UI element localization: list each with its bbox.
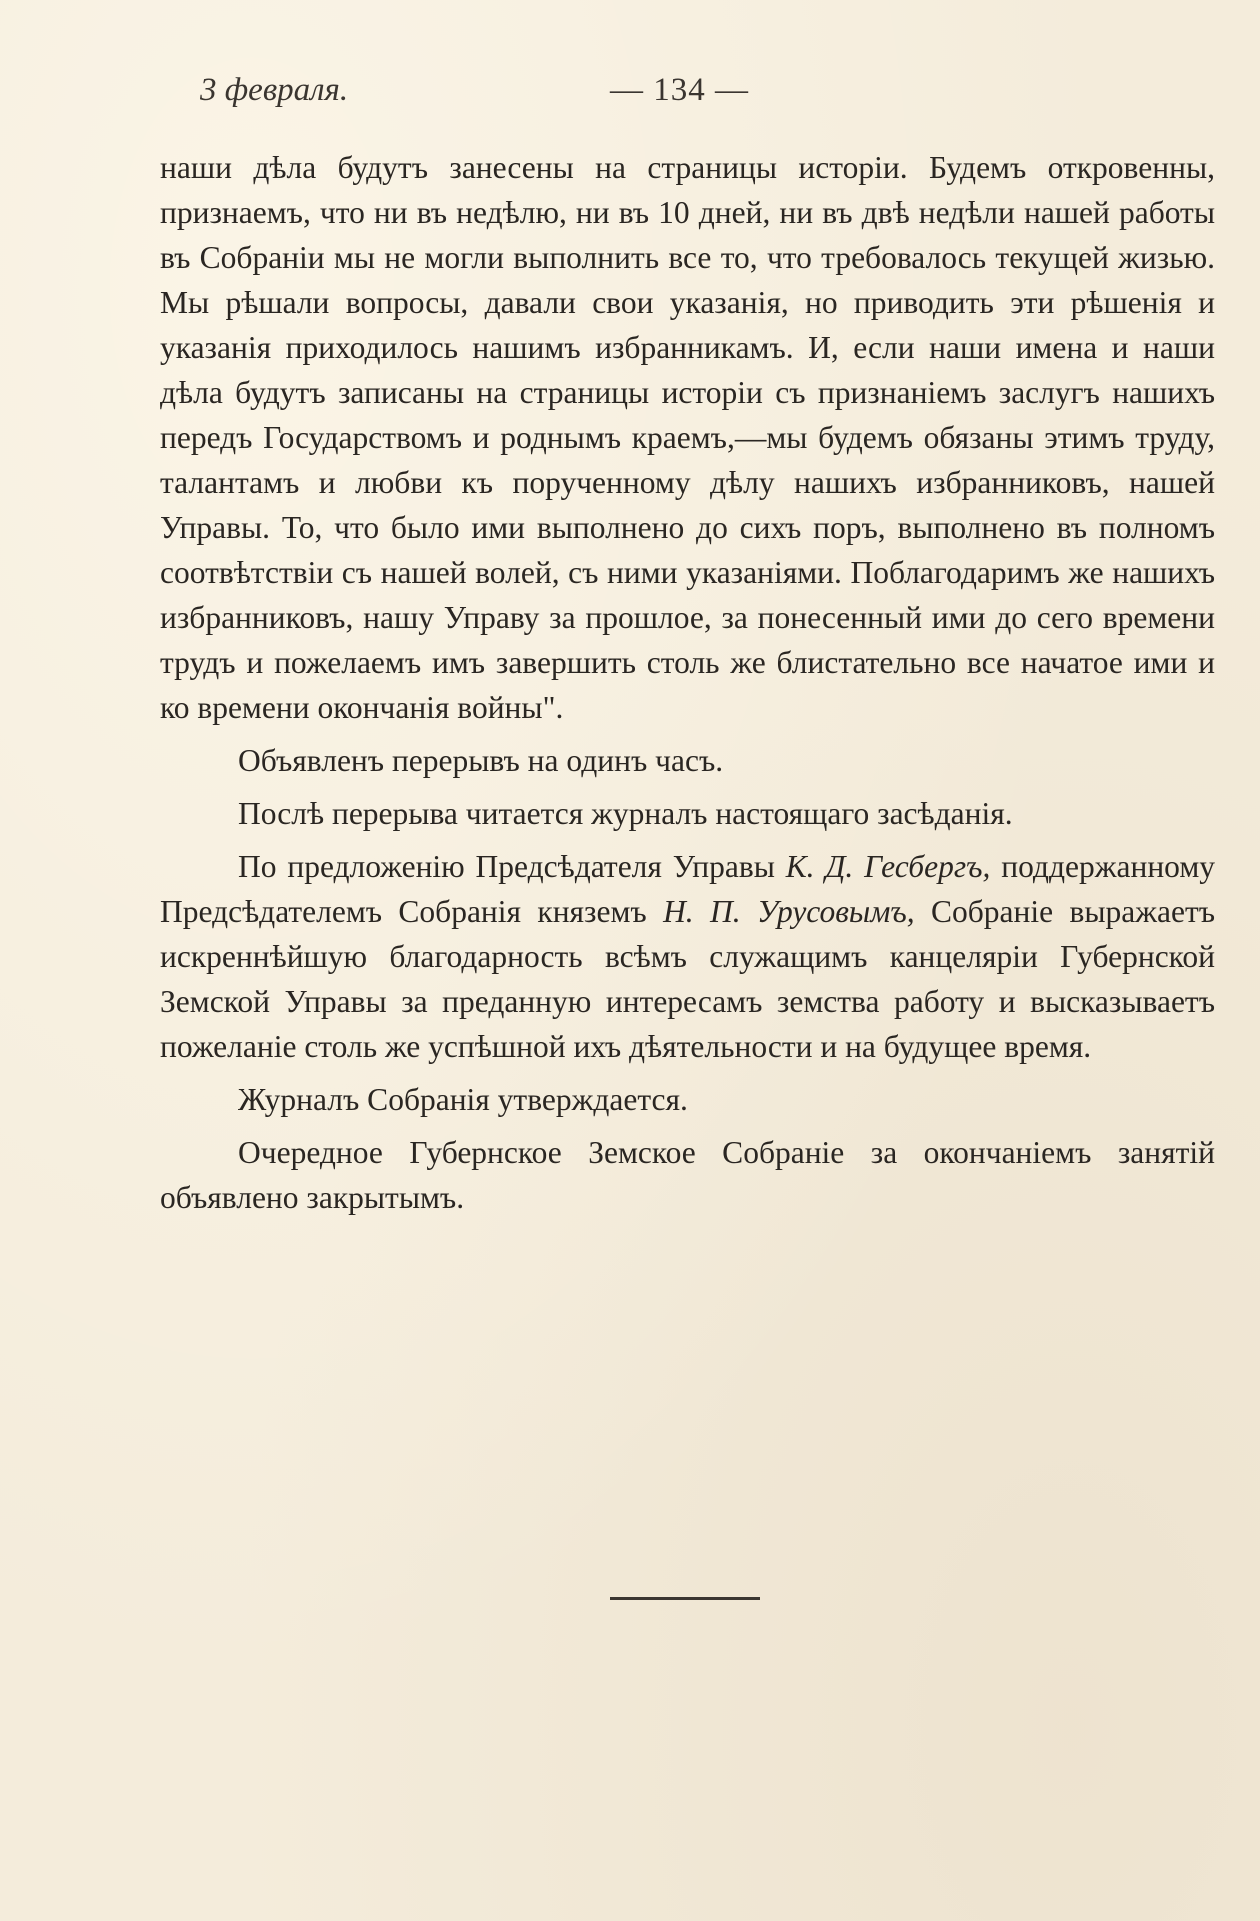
paragraph-gratitude-part-2: поддержанному Предсѣдателемъ Собранія княземъ [160,849,1216,929]
person-name-gesberg: К. Д. Гесбергъ, [785,849,991,884]
paragraph-gratitude [160,844,1215,1069]
header-date: 3 февраля. [200,72,349,108]
page-number: — 134 — [610,72,749,108]
paragraph-gratitude-part-3: Собраніе выражаетъ искреннѣйшую благодарность всѣмъ служащимъ канцеляріи Губернской Земской Управы за преданную интересамъ земства работу и высказываетъ пожеланіе столь же успѣшной ихъ дѣятельности и на будущее время. [160,894,1215,1064]
person-name-urusov: Н. П. Урусовымъ, [663,894,915,929]
end-rule [610,1597,760,1600]
paragraph-recess: Объявленъ перерывъ на одинъ часъ. [238,743,724,778]
paragraph-journal-approved: Журналъ Собранія утверждается. [238,1082,688,1117]
page-header [160,68,1210,118]
paragraph-journal-reading: Послѣ перерыва читается журналъ настоящаго засѣданія. [238,796,1013,831]
paragraph-closing: Очередное Губернское Земское Собраніе за окончаніемъ занятій объявлено закрытымъ. [160,1135,1215,1215]
paragraph-speech-end: наши дѣла будутъ занесены на страницы исторіи. Будемъ откровенны, признаемъ, что ни въ недѣлю, ни въ 10 дней, ни въ двѣ недѣли нашей работы въ Собраніи мы не могли выполнить все то, что требовалось текущей жизью. Мы рѣшали вопросы, давали свои указанія, но приводить эти рѣшенія и указанія приходилось нашимъ избранникамъ. И, если наши имена и наши дѣла будутъ записаны на страницы исторіи съ признаніемъ заслугъ нашихъ передъ Государствомъ и роднымъ краемъ,—мы будемъ обязаны этимъ труду, талантамъ и любви къ порученному дѣлу нашихъ избранниковъ, нашей Управы. То, что было ими выполнено до сихъ поръ, выполнено въ полномъ соотвѣтствіи съ нашей волей, съ ними указаніями. Поблагодаримъ же нашихъ избранниковъ, нашу Управу за прошлое, за понесенный ими до сего времени трудъ и пожелаемъ имъ завершить столь же блистательно все начатое ими и ко времени окончанія войны". [160,150,1215,725]
body-text [160,145,1215,1220]
paragraph-gratitude-part-1: По предложенію Предсѣдателя Управы [238,849,786,884]
